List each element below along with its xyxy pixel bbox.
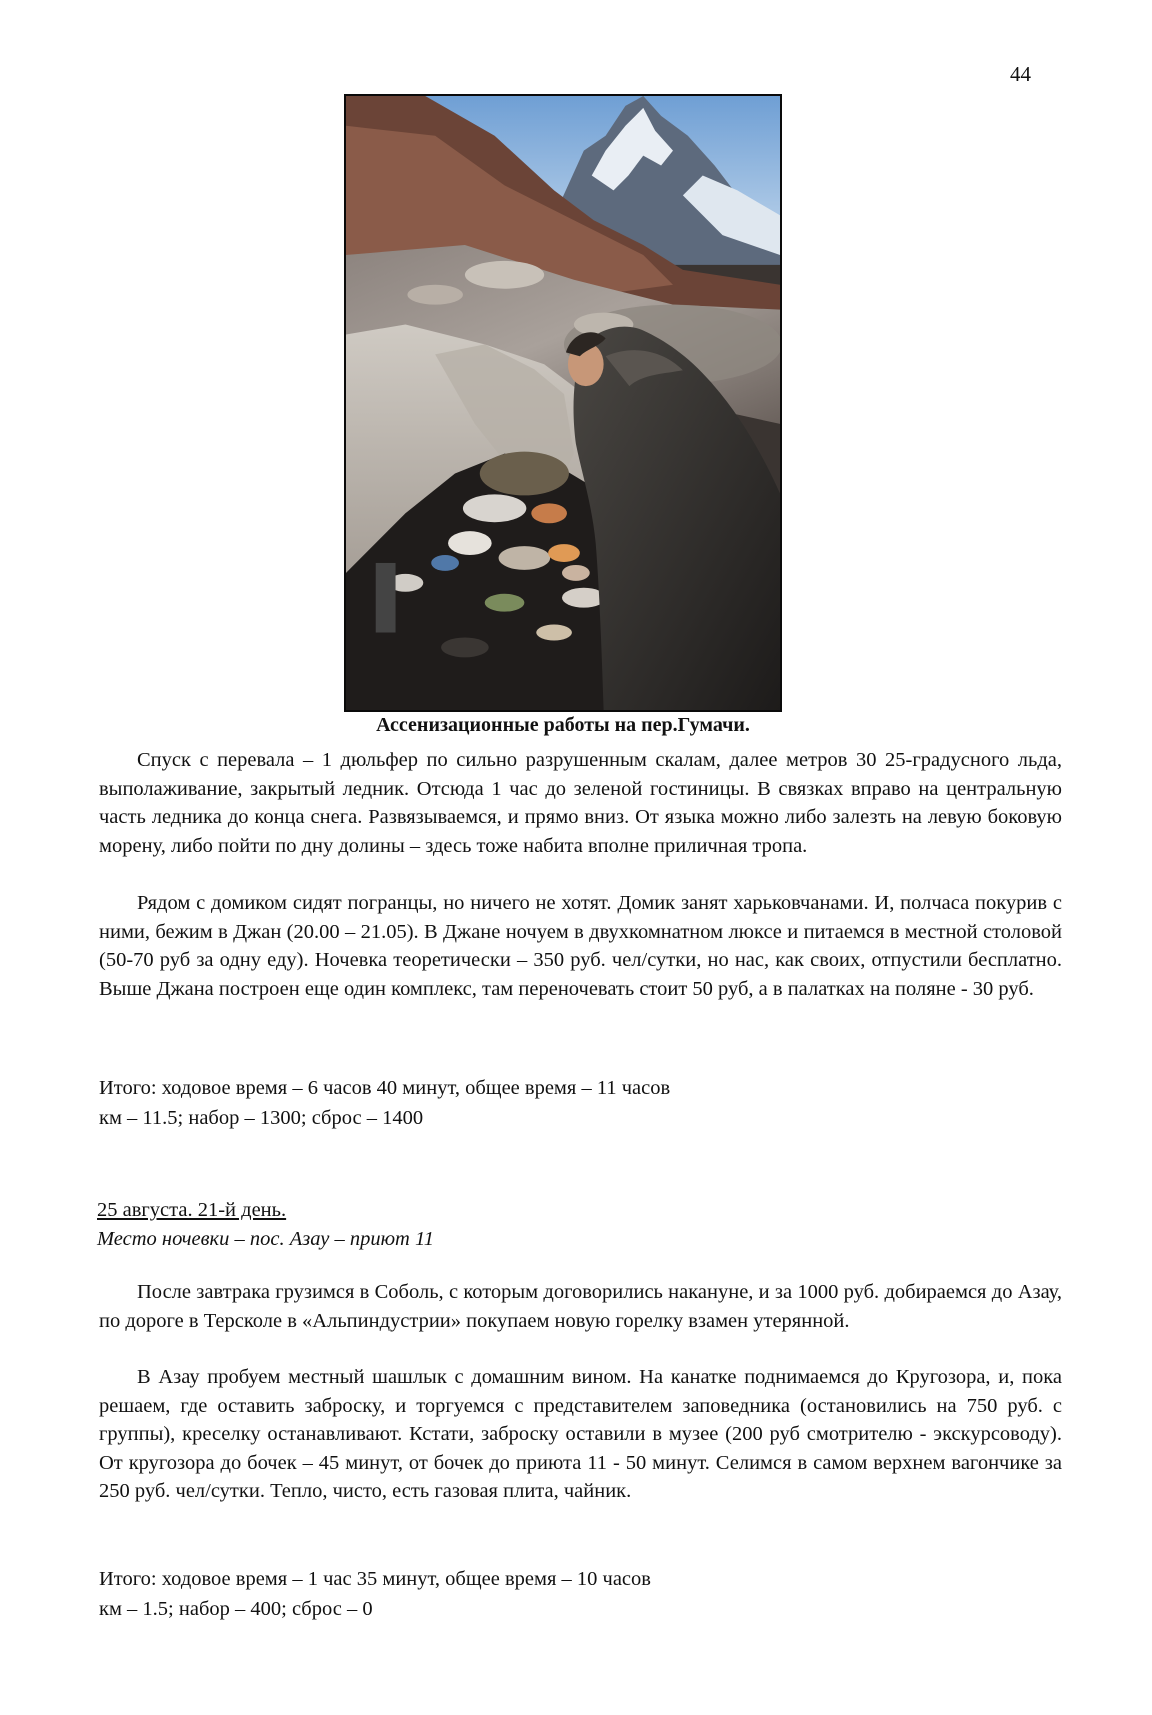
photo-mountain-garbage-cleanup — [344, 94, 782, 712]
photo-illustration — [346, 96, 780, 710]
summary-day-21 — [99, 1564, 1062, 1624]
paragraph-breakfast: После завтрака грузимся в Соболь, с которым договорились накануне, и за 1000 руб. добираемся до Азау, по дороге в Терсколе в «Альпиндустрии» покупаем новую горелку взамен утерянной. — [99, 1281, 1062, 1332]
paragraph-azau: В Азау пробуем местный шашлык с домашним вином. На канатке поднимаемся до Кругозора, и, пока решаем, где оставить заброску, и торгуемся с представителем заповедника (остановились на 750 руб. с группы), креселку останавливают. Кстати, заброску оставили в музее (200 руб смотрителю - экскурсоводу). От кругозора до бочек – 45 минут, от бочек до приюта 11 - 50 минут. Селимся в самом верхнем вагончике за 250 руб. чел/сутки. Тепло, чисто, есть газовая плита, чайник. — [99, 1366, 1062, 1503]
summary-day-20 — [99, 1073, 1062, 1133]
summary-distance-line: км – 11.5; набор – 1300; сброс – 1400 — [99, 1107, 424, 1129]
paragraph-border-guards: Рядом с домиком сидят погранцы, но ничего не хотят. Домик занят харьковчанами. И, полчаса покурив с ними, бежим в Джан (20.00 – 21.05). В Джане ночуем в двухкомнатном люксе и питаемся в местной столовой (50-70 руб за одну еду). Ночевка теоретически – 350 руб. чел/сутки, но нас, как своих, отпустили бесплатно. Выше Джана построен еще один комплекс, там переночевать стоит 50 руб, а в палатках на поляне - 30 руб. — [99, 892, 1062, 1000]
day-date-heading: 25 августа. 21-й день. — [97, 1199, 287, 1221]
summary-distance-line: км – 1.5; набор – 400; сброс – 0 — [99, 1598, 373, 1620]
page-number: 44 — [1010, 62, 1031, 86]
summary-time-line: Итого: ходовое время – 1 час 35 минут, общее время – 10 часов — [99, 1568, 651, 1590]
summary-time-line: Итого: ходовое время – 6 часов 40 минут, общее время – 11 часов — [99, 1077, 671, 1099]
overnight-place: Место ночевки – пос. Азау – приют 11 — [97, 1228, 434, 1250]
paragraph-descent: Спуск с перевала – 1 дюльфер по сильно разрушенным скалам, далее метров 30 25-градусного льда, выполаживание, закрытый ледник. Отсюда 1 час до зеленой гостиницы. В связках вправо на центральную часть ледника до конца снега. Развязываемся, и прямо вниз. От языка можно либо залезть на левую боковую морену, либо пойти по дну долины – здесь тоже набита вполне приличная тропа. — [99, 749, 1062, 857]
photo-caption: Ассенизационные работы на пер.Гумачи. — [376, 714, 750, 736]
